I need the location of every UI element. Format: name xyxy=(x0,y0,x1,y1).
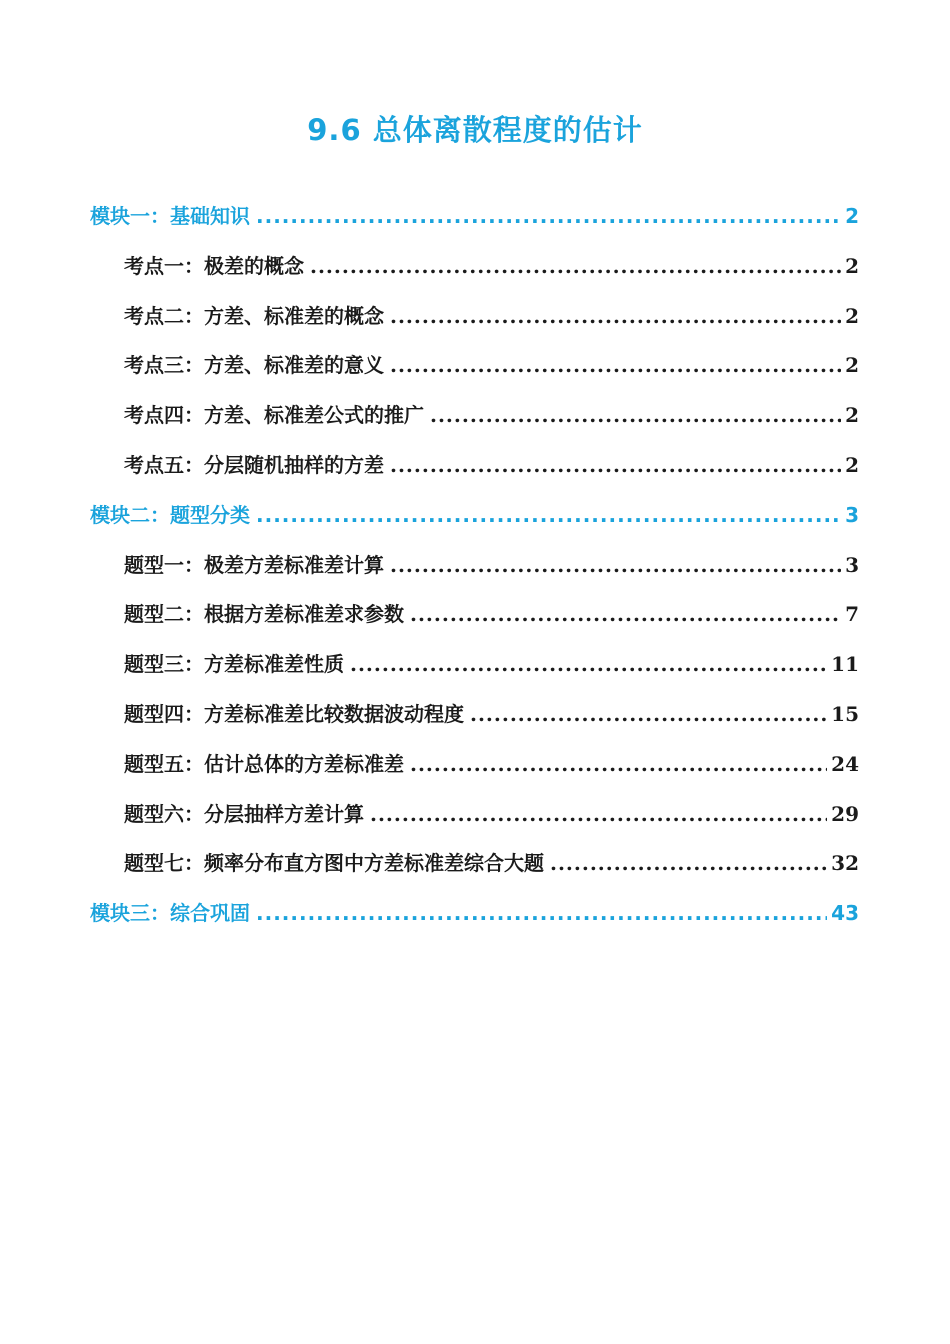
toc-page-number: 32 xyxy=(831,851,859,876)
toc-module-1[interactable] xyxy=(90,196,859,246)
toc-entry-label: 题型四：方差标准差比较数据波动程度 xyxy=(124,701,464,726)
toc-page-number: 2 xyxy=(845,353,859,378)
toc-entry-label: 题型二：根据方差标准差求参数 xyxy=(124,602,404,627)
toc-entry-label: 题型一：极差方差标准差计算 xyxy=(124,552,384,577)
toc-entry-label: 考点二：方差、标准差的概念 xyxy=(124,303,384,328)
toc-page-number: 15 xyxy=(831,701,859,726)
table-of-contents xyxy=(90,196,859,943)
toc-leader-dots xyxy=(390,445,841,485)
toc-leader-dots xyxy=(370,794,827,834)
toc-type-6[interactable] xyxy=(90,794,859,844)
toc-module-3[interactable] xyxy=(90,893,859,943)
toc-module-2[interactable] xyxy=(90,495,859,545)
toc-page-number: 7 xyxy=(845,602,859,627)
toc-point-3[interactable] xyxy=(90,345,859,395)
toc-leader-dots xyxy=(390,545,841,585)
toc-leader-dots xyxy=(430,395,841,435)
toc-page-number: 3 xyxy=(845,552,859,577)
toc-entry-label: 考点一：极差的概念 xyxy=(124,253,304,278)
toc-page-number: 29 xyxy=(831,801,859,826)
toc-entry-label: 模块二：题型分类 xyxy=(90,502,250,527)
toc-entry-label: 题型三：方差标准差性质 xyxy=(124,652,344,677)
page-title: 9.6 总体离散程度的估计 xyxy=(307,113,643,147)
toc-type-1[interactable] xyxy=(90,545,859,595)
toc-leader-dots xyxy=(390,345,841,385)
toc-entry-label: 考点三：方差、标准差的意义 xyxy=(124,353,384,378)
toc-entry-label: 题型五：估计总体的方差标准差 xyxy=(124,751,404,776)
toc-type-5[interactable] xyxy=(90,744,859,794)
toc-leader-dots xyxy=(256,495,841,535)
toc-leader-dots xyxy=(410,744,827,784)
toc-page-number: 2 xyxy=(845,253,859,278)
toc-page-number: 2 xyxy=(845,403,859,428)
toc-type-7[interactable] xyxy=(90,843,859,893)
toc-page-number: 11 xyxy=(831,652,859,677)
toc-point-4[interactable] xyxy=(90,395,859,445)
toc-type-4[interactable] xyxy=(90,694,859,744)
toc-page-number: 2 xyxy=(845,204,859,228)
toc-point-2[interactable] xyxy=(90,296,859,346)
toc-leader-dots xyxy=(390,296,841,336)
toc-entry-label: 题型七：频率分布直方图中方差标准差综合大题 xyxy=(124,851,544,876)
toc-point-5[interactable] xyxy=(90,445,859,495)
toc-leader-dots xyxy=(350,644,827,684)
toc-leader-dots xyxy=(550,843,827,883)
toc-entry-label: 考点四：方差、标准差公式的推广 xyxy=(124,403,424,428)
toc-leader-dots xyxy=(256,196,841,236)
toc-page-number: 3 xyxy=(845,502,859,527)
toc-page-number: 2 xyxy=(845,452,859,477)
toc-entry-label: 题型六：分层抽样方差计算 xyxy=(124,801,364,826)
toc-entry-label: 模块三：综合巩固 xyxy=(90,901,250,926)
toc-entry-label: 模块一：基础知识 xyxy=(90,204,250,228)
toc-point-1[interactable] xyxy=(90,246,859,296)
toc-page-number: 2 xyxy=(845,303,859,328)
toc-leader-dots xyxy=(310,246,841,286)
toc-page-number: 24 xyxy=(831,751,859,776)
toc-type-2[interactable] xyxy=(90,594,859,644)
toc-leader-dots xyxy=(256,893,827,933)
toc-entry-label: 考点五：分层随机抽样的方差 xyxy=(124,452,384,477)
toc-page-number: 43 xyxy=(831,901,859,926)
toc-leader-dots xyxy=(470,694,827,734)
toc-leader-dots xyxy=(410,594,841,634)
toc-type-3[interactable] xyxy=(90,644,859,694)
